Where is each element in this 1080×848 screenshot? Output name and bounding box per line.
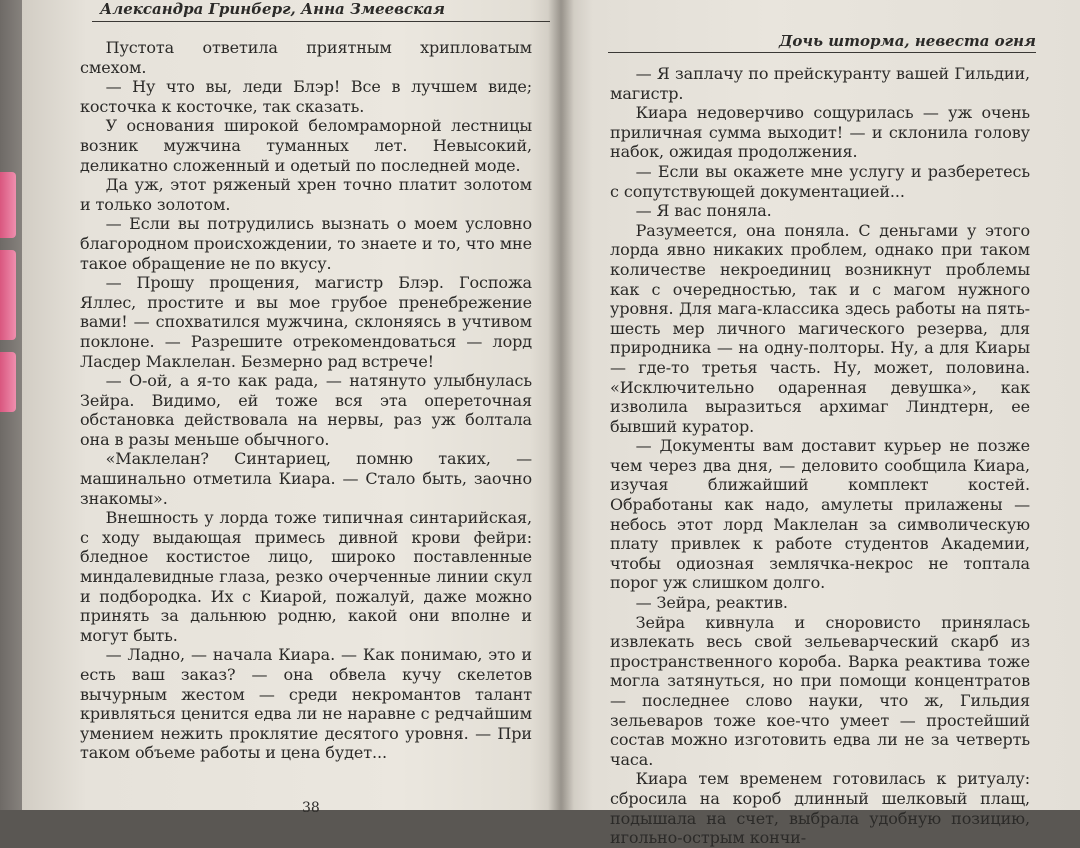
paragraph: — О-ой, а я-то как рада, — натянуто улыбнулась Зейра. Видимо, ей тоже вся эта опереточная обстановка действовала на нервы, раз уж болтала она в разы меньше обычного. bbox=[80, 371, 532, 449]
paragraph: — Прошу прощения, магистр Блэр. Госпожа Яллес, простите и вы мое грубое пренебрежение вами! — спохватился мужчина, склоняясь в учтивом поклоне. — Разрешите отрекомендоваться — лорд Ласдер Маклелан. Безмерно рад встрече! bbox=[80, 273, 532, 371]
bookmark-tab-upper bbox=[0, 172, 16, 238]
paragraph: — Если вы окажете мне услугу и разберетесь с сопутствующей документацией... bbox=[610, 161, 1030, 201]
paragraph: Киара тем временем готовилась к ритуалу: сбросила на короб длинный шелковый плащ, подышала на счет, выбрала удобную позицию, игольно-острым кончи- bbox=[610, 769, 1030, 848]
paragraph: — Документы вам доставит курьер не позже чем через два дня, — деловито сообщила Киара, изучая ближайший комплект костей. Обработаны как надо, амулеты прилажены — небось этот лорд Маклелан за символическую плату привлек к работе студентов Академии, чтобы одиозная землячка-некрос не топтала порог уж слишком долго. bbox=[610, 436, 1030, 593]
paragraph: Пустота ответила приятным хрипловатым смехом. bbox=[80, 38, 532, 77]
header-rule bbox=[608, 52, 1036, 53]
paragraph: Разумеется, она поняла. С деньгами у этого лорда явно никаких проблем, однако при таком количестве некроединиц возникнут проблемы как с очередностью, так и с магом нужного уровня. Для мага-классика здесь работы на пять-шесть мер личного магического резерва, для природника — на одну-полторы. Ну, а для Киары — где-то третья часть. Ну, может, половина. «Исключительно одаренная девушка», как изволила выразиться архимаг Линдтерн, ее бывший куратор. bbox=[610, 220, 1030, 436]
right-page-header: Дочь шторма, невеста огня bbox=[779, 32, 1036, 50]
bookmark-tab-lower bbox=[0, 352, 16, 412]
paragraph: — Если вы потрудились вызнать о моем условно благородном происхождении, то знаете и то, что мне такое обращение не по вкусу. bbox=[80, 214, 532, 273]
left-page bbox=[22, 0, 562, 816]
right-page-text bbox=[610, 64, 1030, 848]
header-rule bbox=[92, 21, 550, 22]
paragraph: — Ладно, — начала Киара. — Как понимаю, это и есть ваш заказ? — она обвела кучу скелетов вычурным жестом — среди некромантов талант кривляться ценится едва ли не наравне с редчайшим умением нежить проклятие десятого уровня. — При таком объеме работы и цена будет... bbox=[80, 645, 532, 763]
paragraph: «Маклелан? Синтариец, помню таких, — машинально отметила Киара. — Стало быть, заочно знакомы». bbox=[80, 449, 532, 508]
left-page-header: Александра Гринберг, Анна Змеевская bbox=[100, 0, 445, 18]
paragraph: Киара недоверчиво сощурилась — уж очень приличная сумма выходит! — и склонила голову набок, ожидая продолжения. bbox=[610, 103, 1030, 162]
paragraph: Внешность у лорда тоже типичная синтарийская, с ходу выдающая примесь дивной крови фейри: бледное костистое лицо, широко поставленные миндалевидные глаза, резко очерченные линии скул и подбородка. Их с Киарой, пожалуй, даже можно принять за дальнюю родню, какой они вполне и могут быть. bbox=[80, 508, 532, 645]
paragraph: Зейра кивнула и сноровисто принялась извлекать весь свой зельеварческий скарб из пространственного короба. Варка реактива тоже могла затянуться, но при помощи концентратов — последнее слово науки, что ж, Гильдия зельеваров тоже кое-что умеет — простейший состав можно изготовить едва ли не за четверть часа. bbox=[610, 612, 1030, 769]
paragraph: — Зейра, реактив. bbox=[635, 593, 788, 613]
left-page-text bbox=[80, 38, 532, 763]
paragraph: — Я вас поняла. bbox=[635, 201, 772, 221]
paragraph: — Ну что вы, леди Блэр! Все в лучшем виде; косточка к косточке, так сказать. bbox=[80, 77, 532, 116]
bookmark-tab-middle bbox=[0, 250, 16, 340]
book-gutter bbox=[548, 0, 574, 810]
paragraph: У основания широкой беломраморной лестницы возник мужчина туманных лет. Невысокий, деликатно сложенный и одетый по последней моде. bbox=[80, 116, 532, 175]
right-page bbox=[562, 0, 1080, 848]
paragraph: Да уж, этот ряженый хрен точно платит золотом и только золотом. bbox=[80, 175, 532, 214]
page-number: 38 bbox=[302, 800, 320, 816]
paragraph: — Я заплачу по прейскуранту вашей Гильдии, магистр. bbox=[610, 64, 1030, 103]
